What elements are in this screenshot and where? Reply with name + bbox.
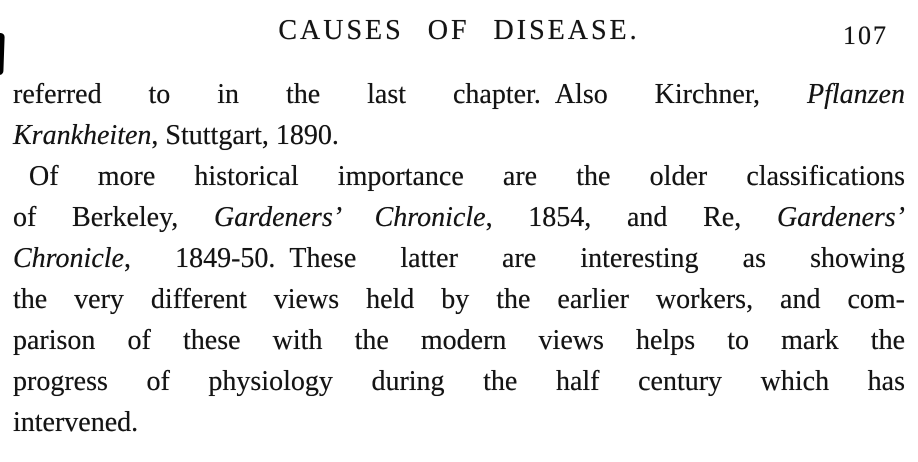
text-line	[13, 74, 905, 115]
text-line	[13, 156, 905, 197]
text-line	[13, 361, 905, 402]
text-segment: of Berkeley,	[13, 202, 214, 233]
text-line	[13, 238, 905, 279]
text-segment: Of more historical importance are the older classifications	[29, 161, 905, 192]
text-segment-italic: Chronicle	[13, 243, 124, 274]
text-segment: , 1849-50. These latter are interesting as showing	[123, 243, 905, 274]
text-segment: intervened.	[13, 407, 139, 438]
text-segment: , 1854, and Re,	[485, 202, 777, 233]
page-body	[13, 74, 905, 443]
text-line	[13, 279, 905, 320]
text-segment: , Stuttgart, 1890.	[151, 120, 339, 151]
text-segment-italic: Krankheiten	[13, 120, 152, 151]
text-segment-italic: Gardeners’ Chronicle	[213, 202, 486, 233]
text-line	[13, 320, 905, 361]
text-segment: progress of physiology during the half century which has	[13, 366, 905, 397]
text-line	[13, 115, 905, 156]
text-segment-italic: Pflanzen	[807, 79, 905, 110]
text-segment: parison of these with the modern views helps to mark the	[13, 325, 905, 356]
text-segment: the very different views held by the earlier workers, and com-	[13, 284, 905, 315]
running-header-title: CAUSES OF DISEASE.	[278, 15, 640, 46]
text-segment: referred to in the last chapter. Also Kirchner,	[13, 79, 807, 110]
text-line	[13, 197, 905, 238]
text-line	[13, 402, 905, 443]
page-number: 107	[843, 21, 888, 50]
text-segment-italic: Gardeners’	[776, 202, 905, 233]
